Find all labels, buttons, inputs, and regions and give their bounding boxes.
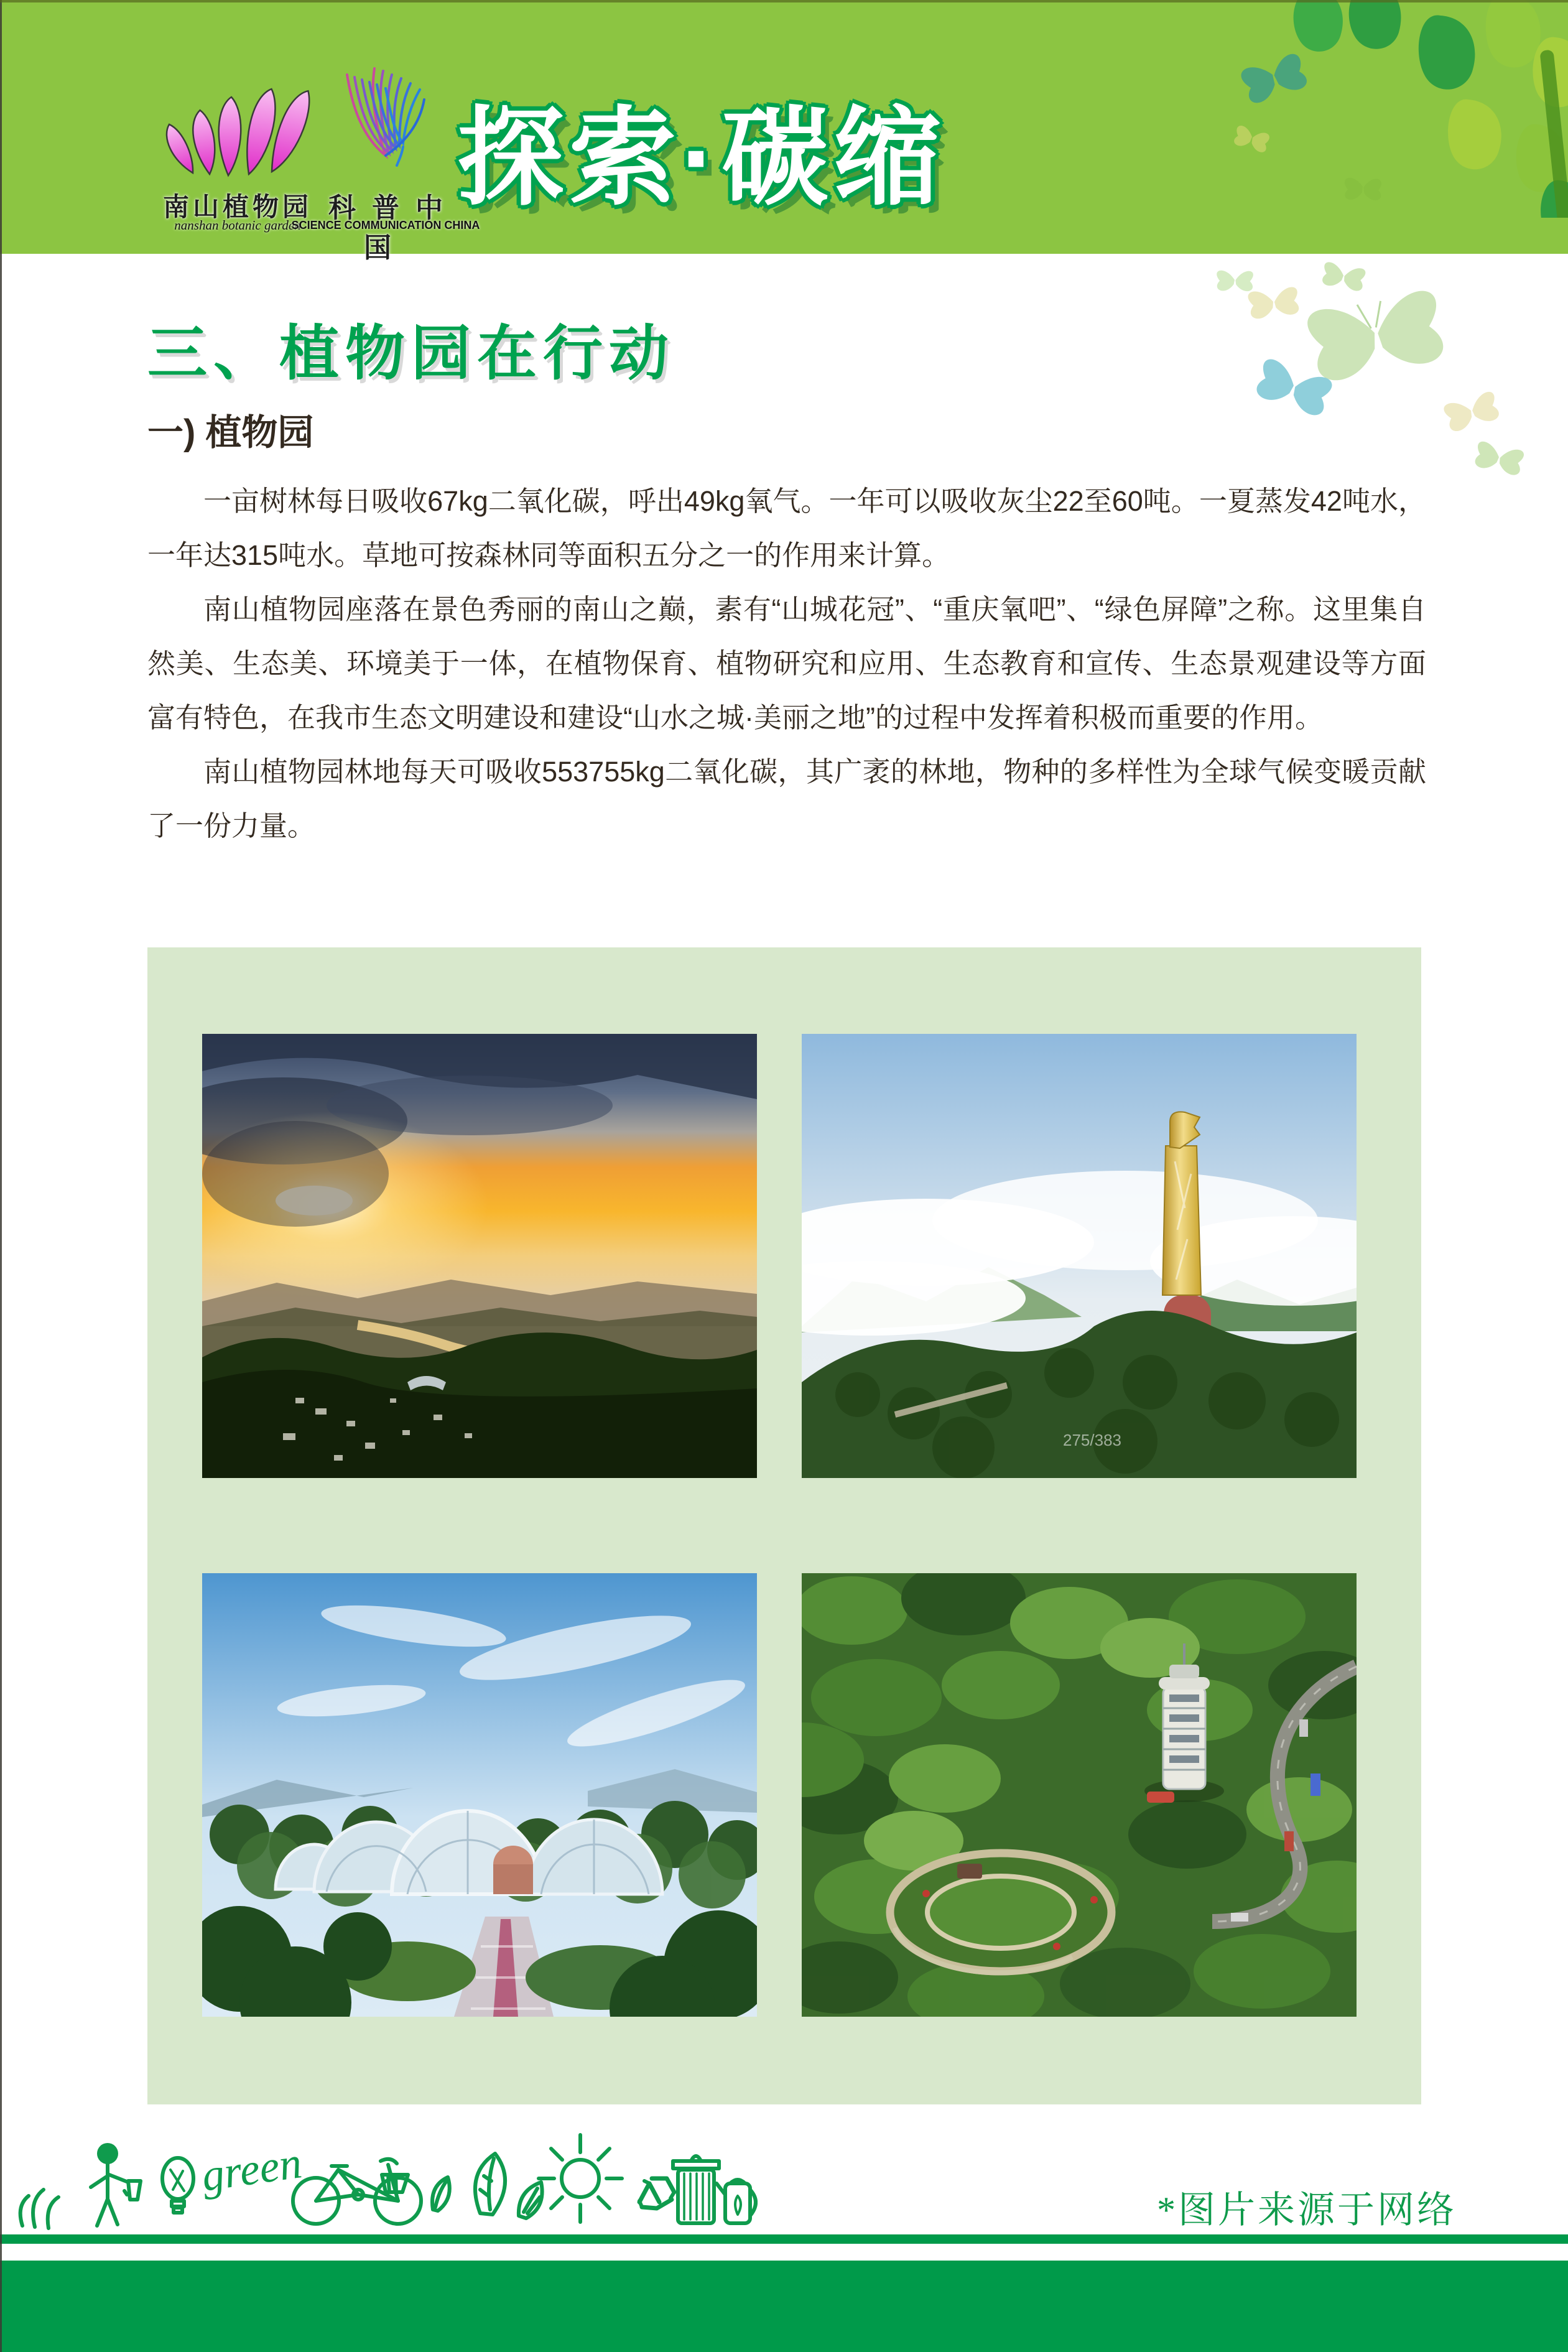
photo-greenhouse [202,1573,757,2017]
scan-edge-top [0,0,1568,2]
scan-edge-left [0,0,2,2352]
paragraph: 南山植物园座落在景色秀丽的南山之巅，素有“山城花冠”、“重庆氧吧”、“绿色屏障”之称。这里集自然美、生态美、环境美于一体，在植物保育、植物研究和应用、生态教育和宣传、生态景观建设等方面富有特色，在我市生态文明建设和建设“山水之城·美丽之地”的过程中发挥着积极而重要的作用。 [147,593,1426,733]
bicycle-icon [293,2159,421,2224]
header-band [0,0,1568,263]
butterfly-icon [1321,261,1366,292]
footer-divider-line [0,2234,1568,2244]
science-communication-china-logo [291,50,480,263]
eco-doodles [17,2121,758,2236]
logo-en-name: nanshan botanic garden [174,218,301,233]
image-credit-note: *图片来源于网络 [1157,2190,1457,2231]
butterfly-icon [1217,271,1253,291]
logo-cn-name: 科普中国 [328,193,459,263]
leaves-icon [475,2154,542,2218]
green-doodle-word: green [198,2137,305,2201]
butterfly-icon [1473,440,1525,476]
butterflies-decoration [1216,258,1539,476]
photo-watermark: 275/383 [1063,1431,1121,1449]
butterfly-icon [1233,124,1271,153]
section-subheading: 一) 植物园 [147,412,314,453]
paragraph: 南山植物园林地每天可吸收553755kg二氧化碳，其广袤的林地，物种的多样性为全球气候变暖贡献了一份力量。 [147,756,1426,842]
watering-can-icon [717,2180,756,2223]
leaves-decoration [1157,0,1568,218]
butterfly-icon [1247,286,1300,320]
photo-gallery-panel [147,947,1421,2104]
body-text [147,474,1426,853]
recycle-icon [639,2178,674,2208]
wave-swoosh-icon [292,50,479,184]
poster-title: 探索·碳缩 [457,98,946,218]
photo-golden-statue [802,1034,1357,1478]
section-heading: 三、植物园在行动 [147,320,675,387]
paragraph: 一亩树林每日吸收67kg二氧化碳，呼出49kg氧气。一年可以吸收灰尘22至60吨。一夏蒸发42吨水，一年达315吨水。草地可按森林同等面积五分之一的作用来计算。 [147,485,1426,571]
logo-en-name: SCIENCE COMMUNICATION CHINA [291,219,480,231]
footer-band [0,2261,1568,2352]
photo-sunset-valley [202,1034,757,1478]
sun-icon [539,2135,622,2222]
leaf-icon [432,2177,450,2211]
person-recycling-icon [91,2143,141,2226]
butterfly-icon [1239,50,1309,107]
butterfly-icon [1305,286,1448,386]
logo-cn-name: 南山植物园 [162,193,312,222]
light-bulb-icon [162,2158,193,2213]
trash-bin-icon [673,2156,719,2223]
butterfly-icon [1442,389,1501,434]
water-splash-icon [21,2190,58,2228]
photo-aerial-forest-tower [802,1573,1357,2017]
butterfly-icon [1345,178,1381,200]
